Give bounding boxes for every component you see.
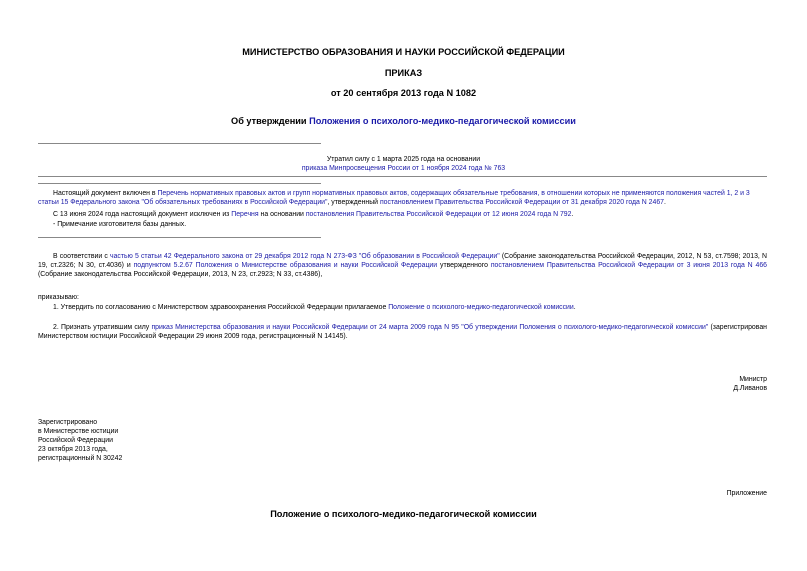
signature-block — [733, 375, 767, 393]
text-segment: , утвержденный — [327, 199, 380, 206]
text-segment: В соответствии с — [53, 253, 110, 260]
status-line: Утратил силу с 1 марта 2025 года на основании — [326, 156, 481, 163]
doc-type: ПРИКАЗ — [384, 68, 423, 78]
appendix-title: Положение о психолого-медико-педагогической комиссии — [270, 509, 537, 519]
text-segment: . — [573, 304, 576, 311]
hyperlink[interactable]: частью 5 статьи 42 Федерального закона от 29 декабря 2012 года N 273-ФЗ "Об образовании в Российской Федерации" — [109, 253, 500, 260]
text-segment: на основании — [258, 211, 306, 218]
separator — [38, 237, 321, 238]
body-paragraph — [38, 252, 767, 279]
separator — [38, 183, 321, 184]
registration-line: в Министерстве юстиции — [38, 428, 119, 435]
note-paragraph: - Примечание изготовителя базы данных. — [53, 221, 187, 228]
hyperlink[interactable]: подпунктом 5.2.67 Положения о Министерстве образования и науки Российской Федерации — [133, 262, 438, 269]
status-link[interactable]: приказа Минпросвещения России от 1 ноября 2024 года № 763 — [301, 165, 506, 172]
text-segment: 2. Признать утратившим силу — [53, 324, 152, 331]
hyperlink[interactable]: постановления Правительства Российской Федерации от 12 июня 2024 года N 792 — [305, 211, 572, 218]
doc-title-link[interactable]: Положения о психолого-медико-педагогической комиссии — [309, 116, 576, 126]
text-segment: (Собрание законодательства Российской Федерации, 2013, N 23, ст.2923; N 33, ст.4386), — [38, 271, 323, 278]
doc-date: от 20 сентября 2013 года N 1082 — [330, 88, 477, 98]
hyperlink[interactable]: постановлением Правительства Российской Федерации от 31 декабря 2020 года N 2467 — [379, 199, 664, 206]
signature-name: Д.Ливанов — [733, 385, 767, 392]
order-item — [38, 303, 767, 312]
text-segment: . — [571, 211, 574, 218]
note-paragraph — [38, 210, 767, 219]
hyperlink[interactable]: постановлением Правительства Российской Федерации от 3 июня 2013 года N 466 — [490, 262, 768, 269]
registration-line: регистрационный N 30242 — [38, 455, 123, 462]
registration-line: Зарегистрировано — [38, 419, 98, 426]
note-paragraph — [38, 189, 767, 207]
text-segment: (зарегистрирован Министерством юстиции Российской Федерации 29 июня 2009 года, регистрационный N 14145). — [38, 324, 767, 340]
separator — [38, 176, 767, 177]
doc-title-prefix: Об утверждении — [231, 116, 310, 126]
order-word: приказываю: — [38, 294, 79, 301]
hyperlink[interactable]: приказ Министерства образования и науки Российской Федерации от 24 марта 2009 года N 95 "Об утверждении Положения о психолого-медико-педагогической комиссии" — [151, 324, 709, 331]
separator — [38, 143, 321, 144]
text-segment: 1. Утвердить по согласованию с Министерством здравоохранения Российской Федерации прилагаемое — [53, 304, 389, 311]
ministry-heading: МИНИСТЕРСТВО ОБРАЗОВАНИЯ И НАУКИ РОССИЙСКОЙ ФЕДЕРАЦИИ — [242, 47, 565, 57]
text-segment: утвержденного — [437, 262, 491, 269]
text-segment: (Собрание законодательства Российской Федерации, 2012, N 53, ст.7598; 2013, N 19, ст.2326; N 30, ст.4036) и — [38, 253, 767, 269]
registration-block — [38, 418, 122, 463]
hyperlink[interactable]: Перечень нормативных правовых актов и групп нормативных правовых актов, содержащих обязательные требования, в отношении которых не применяются положения частей 1, 2 и 3 статьи 15 Федерального закона "Об обязательных требованиях в Российской Федерации" — [38, 190, 750, 206]
registration-line: 23 октября 2013 года, — [38, 446, 108, 453]
signature-position: Министр — [739, 376, 767, 383]
order-item — [38, 323, 767, 341]
text-segment: Настоящий документ включен в — [53, 190, 158, 197]
hyperlink[interactable]: Перечня — [231, 211, 259, 218]
appendix-label: Приложение — [726, 490, 767, 497]
hyperlink[interactable]: Положение о психолого-медико-педагогической комиссии — [388, 304, 574, 311]
text-segment: . — [663, 199, 666, 206]
text-segment: С 13 июня 2024 года настоящий документ исключен из — [53, 211, 232, 218]
doc-title — [0, 116, 807, 126]
registration-line: Российской Федерации — [38, 437, 113, 444]
